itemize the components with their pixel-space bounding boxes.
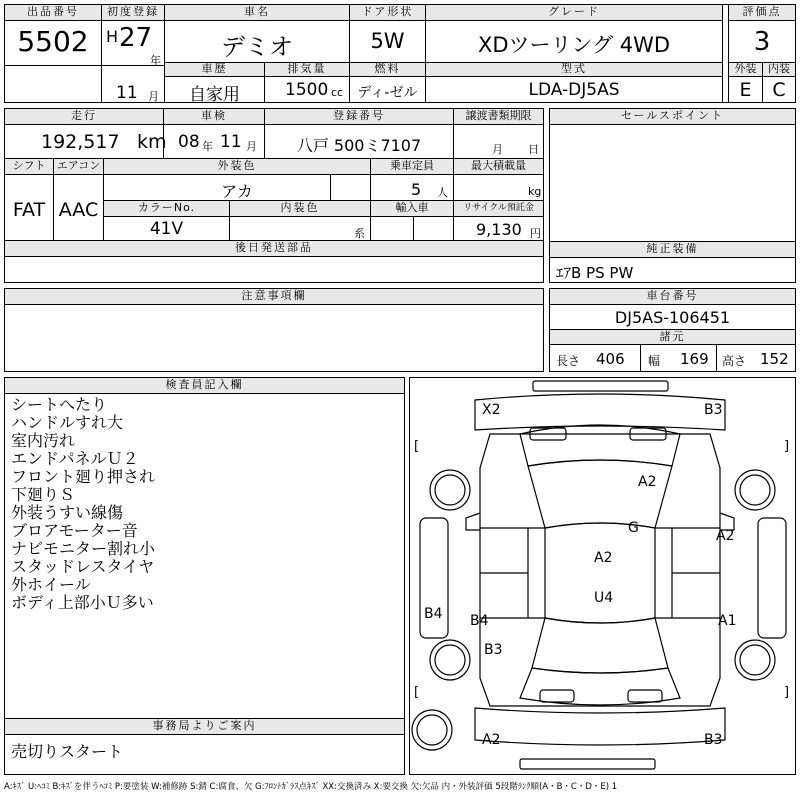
inspector-note: 室内汚れ xyxy=(11,431,76,450)
inspection-month: 11 xyxy=(220,132,242,152)
exterior-color: アカ xyxy=(221,182,253,201)
import-cell: 輸入車 xyxy=(370,200,454,241)
chassis-number: DJ5AS-106451 xyxy=(614,308,731,327)
capacity: 5 xyxy=(411,180,422,199)
inspector-note: エンドパネルＵ２ xyxy=(11,449,139,468)
interior-cell: 内装 C xyxy=(762,62,796,103)
aircon-cell: エアコン AAC xyxy=(53,158,104,241)
inspector-notes xyxy=(11,396,155,612)
inspection-year: 08 xyxy=(178,132,200,152)
capacity-cell: 乗車定員 5 人 xyxy=(370,158,454,201)
bracket-mark: [ xyxy=(414,685,420,700)
lot-number: 5502 xyxy=(17,25,89,58)
mileage-cell: 走行 192,517 km xyxy=(4,108,164,159)
reg-month: 11 xyxy=(116,83,138,103)
damage-mark: A2 xyxy=(638,474,657,490)
damage-mark: U4 xyxy=(594,590,614,606)
damage-mark: B4 xyxy=(424,606,443,622)
inspector-note: ナビモニター割れ小 xyxy=(11,539,156,558)
displacement: 1500 xyxy=(285,80,329,100)
inspector-note: フロント廻り押され xyxy=(11,467,156,486)
mileage: 192,517 xyxy=(41,131,120,153)
bracket-mark: ] xyxy=(784,439,790,454)
car-name-label: 車名 xyxy=(165,5,349,21)
inspector-notes-cell: 検査員記入欄 シートへたり ハンドルすれ大 室内汚れ エンドパネルＵ２ フロント廻り押され 下廻りＳ 外装うすい線傷 ブロアモーター音 ナビモニター割れ小 スタッドレスタイヤ 外ホイール ボディ上部小Ｕ多い xyxy=(4,377,405,719)
fuel: ディ-ゼル xyxy=(357,85,418,101)
later-parts-cell: 後日発送部品 xyxy=(4,240,544,283)
office-notice: 売切りスタート xyxy=(11,742,124,761)
equipment-cell: 純正装備 ｴｱB PS PW xyxy=(549,241,796,283)
bracket-mark: ] xyxy=(784,685,790,700)
exterior-grade: E xyxy=(739,79,752,101)
transfer-cell: 譲渡書類期限 月 日 xyxy=(453,108,544,159)
damage-mark: B3 xyxy=(484,642,503,658)
recycle-fee: 9,130 xyxy=(476,220,522,239)
length: 406 xyxy=(596,350,625,368)
damage-mark: B3 xyxy=(704,732,723,748)
first-registration-cell: 初度登録 H 27 年 11 月 xyxy=(101,4,165,103)
car-damage-diagram xyxy=(410,378,795,774)
legend: A:ｷｽﾞ U:ﾍｺﾐ B:ｷｽﾞを伴うﾍｺﾐ P:要塗装 W:補修跡 S:錆 C:腐食、欠 G:ﾌﾛﾝﾄｶﾞﾗｽ点ｷｽﾞ XX:交換済み X:要交換 欠:欠品 内・外装評価 5段階ﾗﾝｸ順(A・B・C・D・E) 1 xyxy=(4,782,618,792)
interior-color-cell: 内装色 系 xyxy=(229,200,371,241)
aircon: AAC xyxy=(58,199,99,221)
car-diagram-cell xyxy=(409,377,796,775)
registration-number: 八戸 500ミ7107 xyxy=(296,136,422,155)
inspection-cell: 車検 08 年 11 月 xyxy=(163,108,265,159)
inspector-note: 外ホイール xyxy=(11,575,91,594)
inspector-note: スタッドレスタイヤ xyxy=(11,557,155,576)
displacement-cell: 排気量 1500 cc xyxy=(264,62,350,103)
car-name: デミオ xyxy=(221,33,293,61)
shift-cell: シフト FAT xyxy=(4,158,54,241)
model-code: LDA-DJ5AS xyxy=(528,80,620,100)
color-number-cell: カラーNo. 41V xyxy=(103,200,230,241)
damage-mark: B4 xyxy=(470,613,489,629)
fuel-cell: 燃料 ディ-ゼル xyxy=(349,62,426,103)
grade: XDツーリング 4WD xyxy=(477,33,671,57)
caution-cell: 注意事項欄 xyxy=(4,288,544,372)
grade-label: グレード xyxy=(426,5,722,21)
inspector-note: ボディ上部小Ｕ多い xyxy=(11,593,154,612)
sales-point-cell: セールスポイント xyxy=(549,108,796,242)
lot-number-cell xyxy=(4,4,102,103)
inspector-note: 下廻りＳ xyxy=(11,485,76,504)
damage-mark: X2 xyxy=(482,402,501,418)
reg-year: 27 xyxy=(119,23,153,53)
inspector-note: 外装うすい線傷 xyxy=(11,503,124,522)
regno-cell: 登録番号 八戸 500ミ7107 xyxy=(264,108,454,159)
interior-grade: C xyxy=(772,79,786,101)
history: 自家用 xyxy=(189,85,240,105)
damage-mark: B3 xyxy=(704,402,723,418)
office-notice-cell: 事務局よりご案内 売切りスタート xyxy=(4,718,405,775)
damage-mark: A1 xyxy=(718,613,737,629)
bracket-mark: [ xyxy=(414,439,420,454)
car-name-cell xyxy=(164,4,350,63)
equipment: ｴｱB PS PW xyxy=(556,264,634,282)
exterior-cell: 外装 E xyxy=(728,62,763,103)
door-label: ドア形状 xyxy=(350,5,425,21)
history-cell: 車歴 自家用 xyxy=(164,62,265,103)
grade-cell xyxy=(425,4,723,63)
color-number: 41V xyxy=(149,219,184,239)
damage-mark: A2 xyxy=(716,528,735,544)
width: 169 xyxy=(680,350,709,368)
recycle-cell: リサイクル預託金 9,130 円 xyxy=(453,200,544,241)
damage-mark: G xyxy=(628,520,639,536)
shift: FAT xyxy=(12,199,46,221)
inspector-note: ブロアモーター音 xyxy=(11,521,138,540)
chassis-cell: 車台番号 DJ5AS-106451 諸元 長さ 406 幅 169 高さ 152 xyxy=(549,288,796,372)
color-cell: 外装色 アカ xyxy=(103,158,371,201)
height: 152 xyxy=(760,350,789,368)
damage-mark: A2 xyxy=(594,550,613,566)
era: H xyxy=(106,27,119,46)
score: 3 xyxy=(753,27,771,57)
score-cell xyxy=(728,4,796,63)
first-registration-label: 初度登録 xyxy=(102,5,164,21)
inspector-note: シートへたり xyxy=(11,395,108,414)
score-label: 評価点 xyxy=(729,5,795,21)
door-cell xyxy=(349,4,426,63)
model-cell: 型式 LDA-DJ5AS xyxy=(425,62,723,103)
lot-number-label: 出品番号 xyxy=(5,5,101,21)
damage-mark: A2 xyxy=(482,732,501,748)
door-type: 5W xyxy=(370,29,405,53)
load-cell: 最大積載量 kg xyxy=(453,158,544,201)
inspector-note: ハンドルすれ大 xyxy=(11,413,124,432)
